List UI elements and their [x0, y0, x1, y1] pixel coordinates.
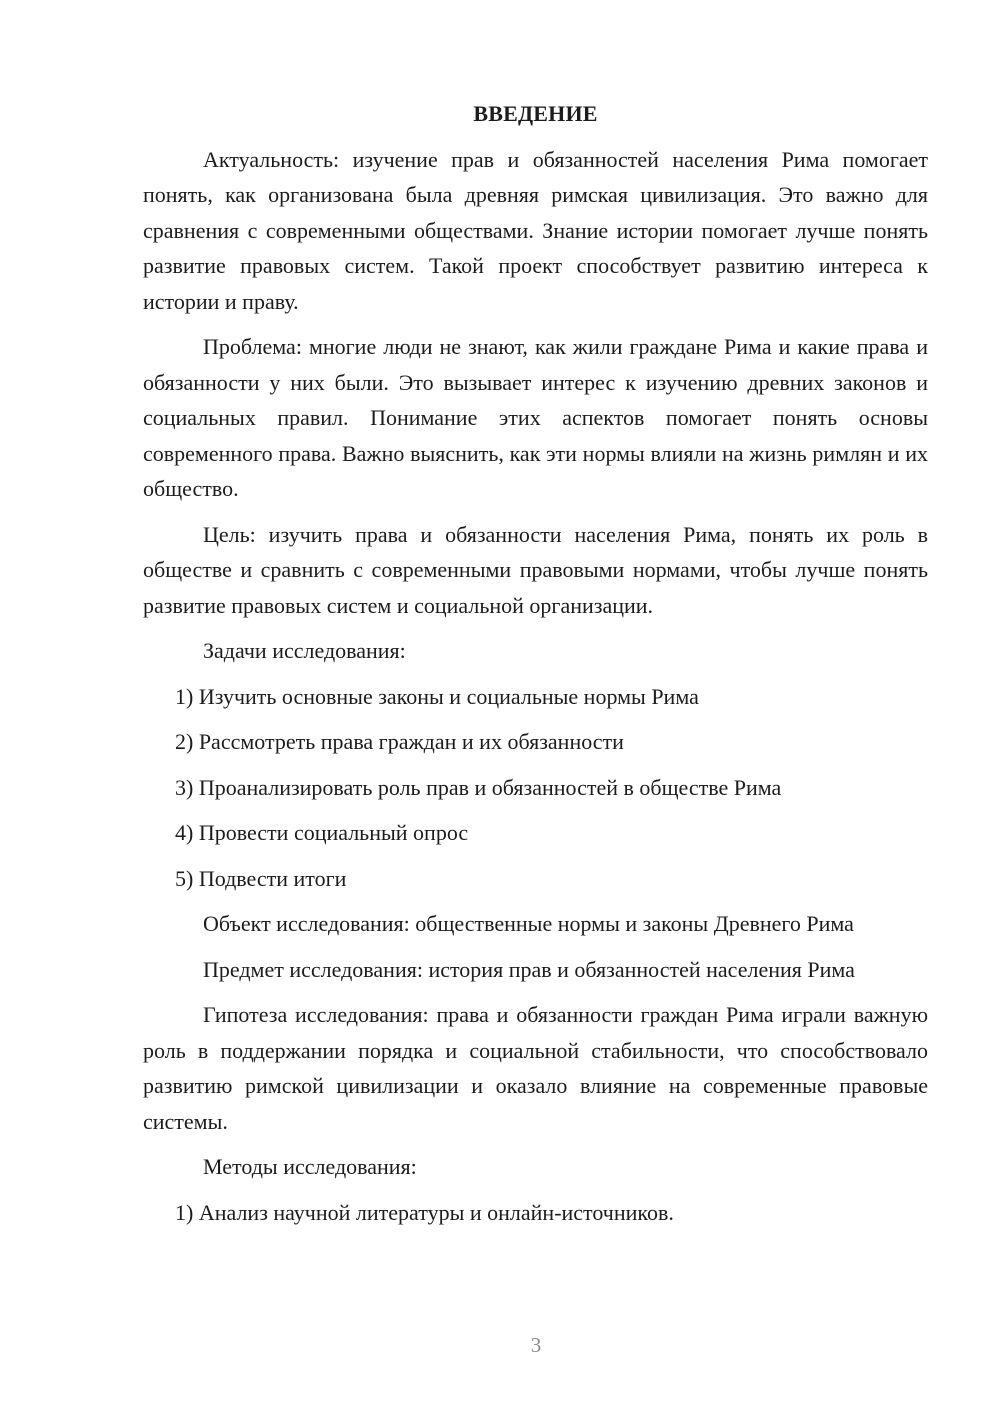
task-item: 1) Изучить основные законы и социальные нормы Рима	[175, 683, 699, 709]
task-item: 5) Подвести итоги	[175, 865, 347, 891]
paragraph-problem: Проблема: многие люди не знают, как жили граждане Рима и какие права и обязанности у них были. Это вызывает интерес к изучению древних законов и социальных правил. Понимание этих аспектов помогает понять основы современного права. Важно выяснить, как эти нормы влияли на жизнь римлян и их общество.	[143, 334, 928, 501]
section-title: ВВЕДЕНИЕ	[473, 101, 598, 126]
task-item: 4) Провести социальный опрос	[175, 820, 469, 845]
task-item: 2) Рассмотреть права граждан и их обязанности	[175, 729, 624, 754]
paragraph-subject: Предмет исследования: история прав и обязанностей населения Рима	[203, 956, 855, 982]
task-item: 3) Проанализировать роль прав и обязанностей в обществе Рима	[175, 774, 782, 800]
paragraph-goal: Цель: изучить права и обязанности населения Рима, понять их роль в обществе и сравнить с современными правовыми нормами, чтобы лучше понять развитие правовых систем и социальной организации.	[143, 521, 928, 618]
method-item: 1) Анализ научной литературы и онлайн-источников.	[175, 1199, 674, 1225]
methods-label: Методы исследования:	[203, 1154, 417, 1179]
paragraph-object: Объект исследования: общественные нормы и законы Древнего Рима	[203, 911, 854, 936]
document-page	[143, 96, 928, 1240]
tasks-list	[143, 679, 928, 897]
paragraph-hypothesis: Гипотеза исследования: права и обязанности граждан Рима играли важную роль в поддержании порядка и социальной стабильности, что способствовало развитию римской цивилизации и оказало влияние на современные правовые системы.	[143, 1002, 928, 1134]
tasks-label: Задачи исследования:	[203, 638, 406, 663]
paragraph-relevance: Актуальность: изучение прав и обязанностей населения Рима помогает понять, как организована была древняя римская цивилизация. Это важно для сравнения с современными обществами. Знание истории помогает лучше понять развитие правовых систем. Такой проект способствует развитию интереса к истории и праву.	[143, 146, 928, 314]
methods-list	[143, 1195, 928, 1231]
page-number: 3	[530, 1333, 542, 1357]
